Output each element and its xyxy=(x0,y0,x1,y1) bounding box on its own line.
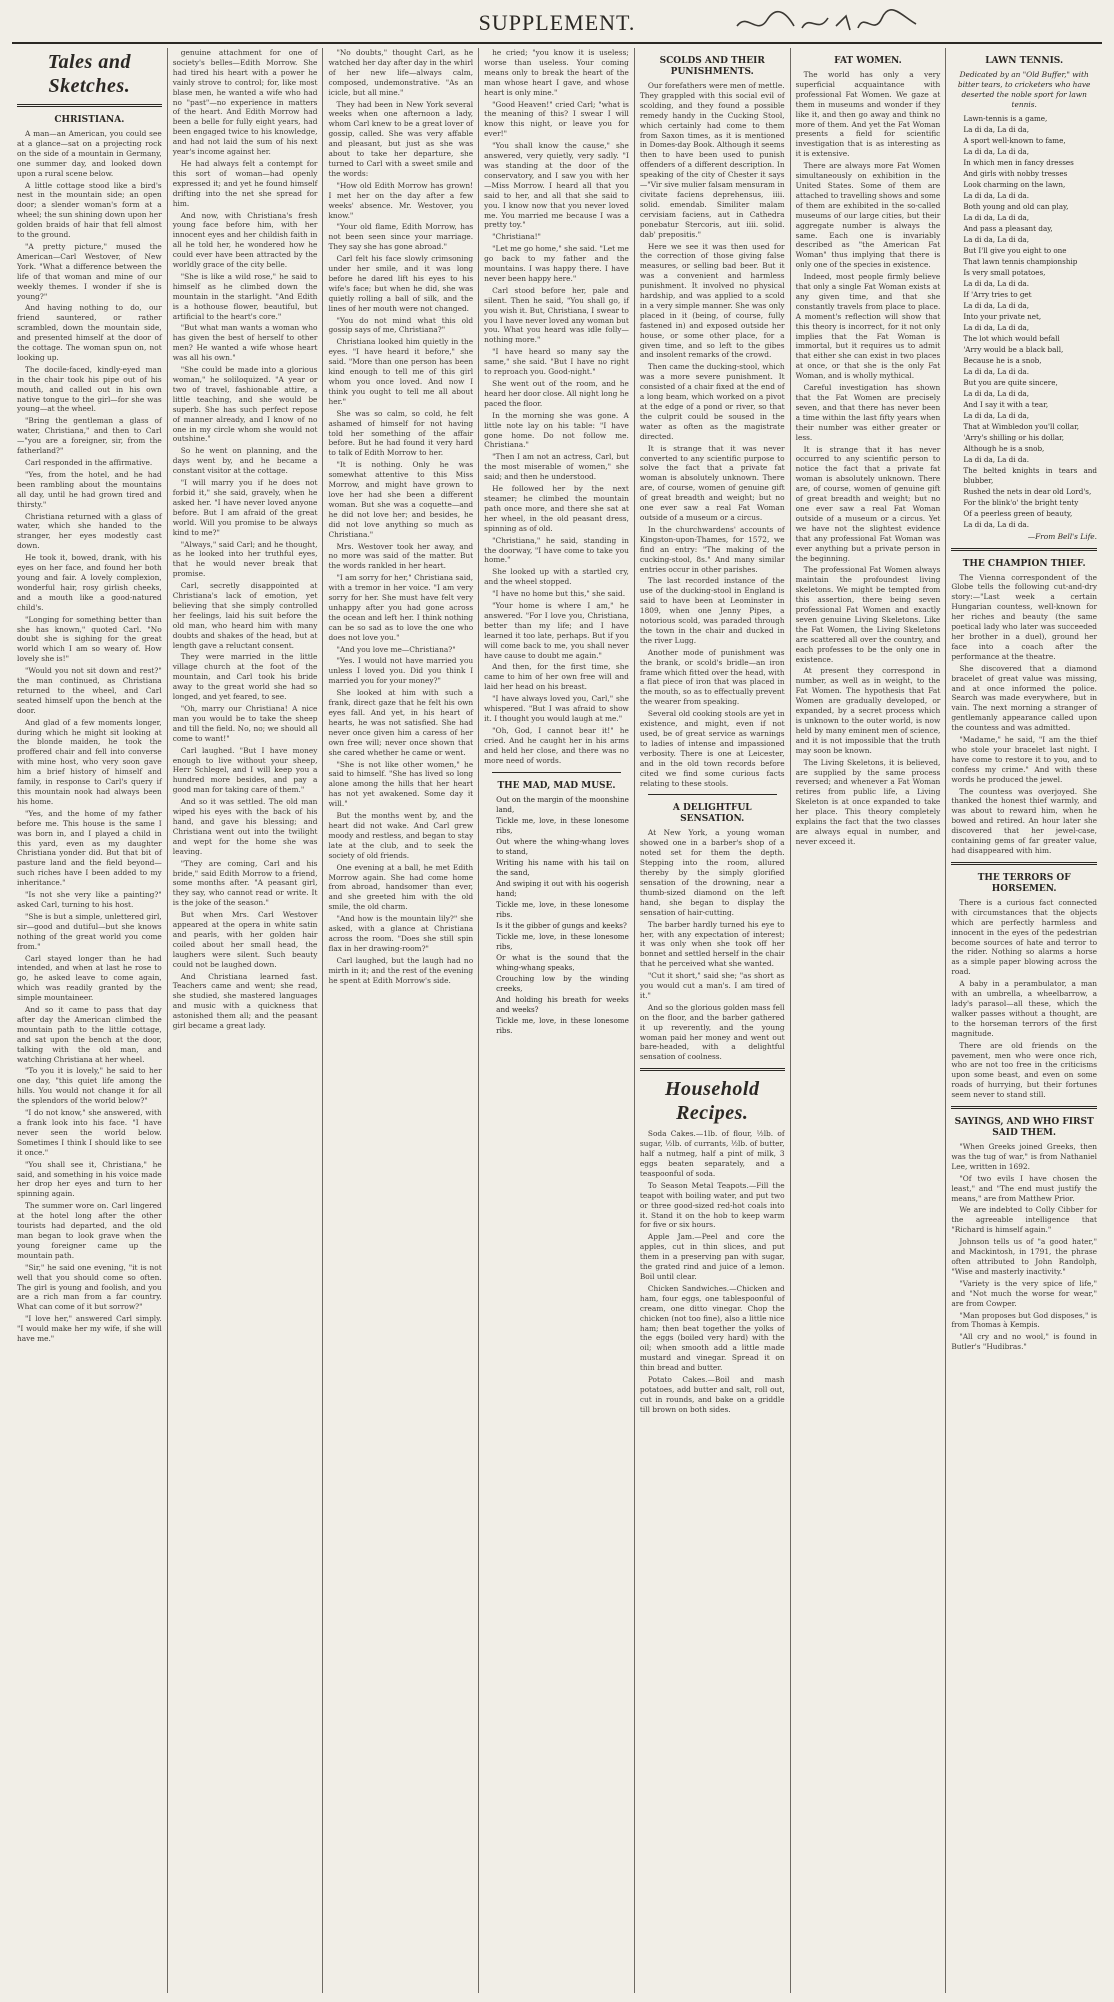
paragraph: "Of two evils I have chosen the least," and "The end must justify the means," are from Matthew Prior. xyxy=(951,1173,1098,1203)
paragraph: "Longing for something better than she has known," quoted Carl. "No doubt she is sighing for the great world which I am so weary of. How lovely she is!" xyxy=(17,614,162,664)
paragraph: She looked at him with such a frank, direct gaze that he felt his own eyes fall. And yet, in his heart of hearts, he was not satisfied. She had never once given him a caress of her own free will; never once shown that she cared whether he came or went. xyxy=(328,688,474,757)
paragraph: Carl stayed longer than he had intended, and when at last he rose to go, he asked leave to come again, which was readily granted by the simple mountaineer. xyxy=(17,953,162,1003)
section-heading-tales: Tales and Sketches. xyxy=(47,51,131,97)
recipes xyxy=(640,1129,785,1414)
paragraph: Then came the ducking-stool, which was a more severe punishment. It consisted of a chair fixed at the end of a long beam, which worked on a pivot at the edge of a pond or river, so that the culprit could be soused in the water as often as the magistrate directed. xyxy=(639,362,785,441)
poem-dedication: Dedicated by an "Old Buffer," with bitter tears, to cricketers who have deserted the noble sport for lawn tennis. xyxy=(957,70,1091,109)
paragraph: "Always," said Carl; and he thought, as he looked into her truthful eyes, that he would never break that promise. xyxy=(172,539,318,579)
divider xyxy=(951,862,1097,865)
article-title-sayings: SAYINGS, AND WHO FIRST SAID THEM. xyxy=(954,1117,1094,1139)
paragraph: genuine attachment for one of society's belles—Edith Morrow. She had tired his heart with a power he vainly strove to control; for, like most blase men, he wanted a wife who had no "past"—no experience in matters of the heart. And Edith Morrow had been a belle for fully eight years, had been engaged twice to his knowledge, and had not laid the sum of his next year's income against her. xyxy=(172,48,318,157)
handwritten-annotation xyxy=(732,8,922,38)
paragraph: "It is nothing. Only he was somewhat attentive to this Miss Morrow, and might have grown to love her had she been a different woman. But she was a coquette—and he did not love her; and besides, he did not love anything so much as Christiana." xyxy=(328,460,474,539)
recipe: Chicken Sandwiches.—Chicken and ham, four eggs, one tablespoonful of cream, one ditto vinegar. Chop the chicken (not too fine), also a little nice ham; then beat together the yolks of the eggs (boiled very hard) with the oil; when smooth add a little made mustard and vinegar. Spread it on thin bread and butter. xyxy=(639,1283,785,1373)
paragraph: "I love her," answered Carl simply. "I would make her my wife, if she will have me." xyxy=(17,1314,162,1344)
paragraph: So he went on planning, and the days went by, and he became a constant visitor at the cottage. xyxy=(172,446,318,476)
paragraph: She was so calm, so cold, he felt ashamed of himself for not having told her something of the affair before. But he had found it very hard to talk of Edith Morrow to her. xyxy=(328,408,474,458)
paragraph: "Man proposes but God disposes," is from Thomas à Kempis. xyxy=(951,1310,1098,1330)
paragraph: Christiana returned with a glass of water, which she handed to the stranger, her eyes modestly cast down. xyxy=(17,511,162,551)
article-body-sayings xyxy=(951,1142,1097,1352)
poem-line: La di da, La di da, xyxy=(963,300,1029,310)
recipe: Potato Cakes.—Boil and mash potatoes, add butter and salt, roll out, cut in rounds, and bake on a griddle till brown on both sides. xyxy=(639,1375,785,1414)
poem-line: Tickle me, love, in these lonesome ribs, xyxy=(496,931,629,951)
article-title-sensation: A DELIGHTFUL SENSATION. xyxy=(672,803,752,825)
paragraph: "I do not know," she answered, with a frank look into his face. "I have never seen the world below. Sometimes I think I should like to see it once." xyxy=(17,1108,162,1157)
paragraph: "Good Heaven!" cried Carl; "what is the meaning of this? I swear I will know this night, or leave you for ever!" xyxy=(484,99,629,139)
paragraph: And glad of a few moments longer, during which he might sit looking at the blonde maiden, he took the proffered chair and fell into converse with mine host, who very soon gave him a brief history of himself and family, in response to Carl's query if this mountain nook had always been his home. xyxy=(17,717,162,806)
paragraph: Our forefathers were men of mettle. They grappled with this social evil of scolding, and they found a possible remedy handy in the Cucking Stool, which certainly had come to them from Saxon times, as it is mentioned in Domes-day Book. Although it seems then to have been used to punish offenders of a different description. In speaking of the city of Chester it says—"Vir sive mulier falsam mensuram in civitate faciens deprehensus, iiii. solid. emendab. Similiter malam cervisiam faciens, aut in Cathedra ponebatur Stercoris, aut iiii. solid. dab' prepositis." xyxy=(639,81,785,239)
poem-line: La di da, La di da. xyxy=(963,366,1029,376)
paragraph: And so it came to pass that day after day the American climbed the mountain path to the little cottage, and sat upon the bench at the door, talking with the old man, and watching Christiana at her wheel. xyxy=(17,1005,162,1064)
poem-line: And swiping it out with his oogerish hand; xyxy=(496,878,629,898)
paragraph: "You shall know the cause," she answered, very quietly, very sadly. "I was standing at the door of the conservatory, and I saw you with her—Miss Morrow. I heard all that you said to her, and all that she said to you. I know now that you never loved me. You married me because I was a pretty toy." xyxy=(484,141,629,230)
paragraph: Careful investigation has shown that the Fat Women are precisely seven, and that there has never been a time within the last fifty years when their number was either greater or less. xyxy=(795,383,941,442)
article-body-fat-women xyxy=(796,70,941,847)
paragraph: A little cottage stood like a bird's nest in the mountain side; an open door; a slender woman's form at a wheel; the sun shining down upon her golden braids of hair that fell almost to the ground. xyxy=(17,180,162,240)
poem-line: Into your private net, xyxy=(963,311,1042,321)
paragraph: And then, for the first time, she came to him of her own free will and laid her head on his breast. xyxy=(484,662,629,692)
paragraph: "Then I am not an actress, Carl, but the most miserable of women," she said; and then he understood. xyxy=(484,452,629,482)
paragraph: "Madame," he said, "I am the thief who stole your bracelet last night. I have come to restore it to you, and to confess my crime." And with these words he produced the jewel. xyxy=(951,735,1098,784)
paragraph: Carl laughed. "But I have money enough to live without your sheep, Herr Schlegel, and I will keep you a hundred more besides, and pay a good man for taking care of them." xyxy=(172,745,318,795)
paragraph: "They are coming, Carl and his bride," said Edith Morrow to a friend, some months after. "A peasant girl, they say, who cannot read or write. It is the joke of the season." xyxy=(172,858,318,908)
paragraph: Christiana looked him quietly in the eyes. "I have heard it before," she said. "More than one person has been kind enough to tell me of this girl whom you once loved. And now I think you ought to tell me all about her." xyxy=(328,337,474,406)
paragraph: "When Greeks joined Greeks, then was the tug of war," is from Nathaniel Lee, written in 1692. xyxy=(951,1142,1098,1171)
paragraph: "But what man wants a woman who has given the best of herself to other men? He wanted a wife whose heart was all his own." xyxy=(172,323,318,363)
paragraph: "Your old flame, Edith Morrow, has not been seen since your marriage. They say she has gone abroad." xyxy=(328,222,474,252)
poem-line: Look charming on the lawn, xyxy=(963,179,1066,189)
poem-line: La di da, La di da, xyxy=(963,388,1029,398)
paragraph: It is strange that it has never occurred to any scientific person to notice the fact that a private fat woman is absolutely unknown. There are, of course, women of genuine gift of great breadth and weight; but no one ever saw a real Fat Woman outside of a museum or a circus. Yet we have not the slightest evidence that any professional Fat Woman was ever anything but a private person in the beginning. xyxy=(795,444,941,563)
story-continued xyxy=(173,48,318,1031)
paragraph: "And how is the mountain lily?" she asked, with a glance at Christiana across the room. "Does she still spin flax in her drawing-room?" xyxy=(328,914,474,953)
paragraph: Carl stood before her, pale and silent. Then he said, "You shall go, if you wish it. But, Christiana, I swear to you I have never loved any woman but you. What you heard was idle folly—nothing more." xyxy=(484,285,629,345)
paragraph: "She is but a simple, unlettered girl, sir—good and dutiful—but she knows nothing of the great world you come from." xyxy=(17,911,162,951)
paragraph: But when Mrs. Carl Westover appeared at the opera in white satin and pearls, with her golden hair coiled about her small head, the laughers were silent. Such beauty could not be laughed down. xyxy=(172,910,318,969)
columns xyxy=(12,48,1102,1993)
paragraph: Carl responded in the affirmative. xyxy=(25,458,153,467)
paragraph: And having nothing to do, our friend sauntered, or rather scrambled, down the mountain side, and presented himself at the door of the cottage. The woman spun on, not looking up. xyxy=(17,303,162,362)
paragraph: "I have no home but this," she said. xyxy=(492,589,626,599)
story-body xyxy=(17,129,162,1344)
paragraph: Mrs. Westover took her away, and no more was said of the matter. But the words rankled in her heart. xyxy=(328,541,474,571)
paragraph: The docile-faced, kindly-eyed man in the chair took his pipe out of his mouth, and called out in his own native tongue to the girl—for she was young—at the wheel. xyxy=(17,364,162,414)
article-title-scolds: SCOLDS AND THEIR PUNISHMENTS. xyxy=(659,56,765,77)
poem-line: Both young and old can play, xyxy=(963,201,1069,211)
column-7 xyxy=(946,48,1102,1993)
paragraph: Another mode of punishment was the brank, or scold's bridle—an iron frame which fitted over the head, with a flat piece of iron that was placed in the mouth, so as to effectually prevent the wearer from speaking. xyxy=(639,647,785,707)
paragraph: "Oh, God, I cannot bear it!" he cried. And he caught her in his arms and held her close, and there was no more need of words. xyxy=(484,725,629,765)
divider xyxy=(640,1068,785,1071)
masthead xyxy=(12,8,1102,44)
paragraph: Carl felt his face slowly crimsoning under her smile, and it was long before he dared lift his eyes to his wife's face; but when he did, she was quietly rolling a ball of silk, and the lines of her mouth were not changed. xyxy=(328,254,474,313)
paragraph: "No doubts," thought Carl, as he watched her day after day in the whirl of her new life—always calm, composed, undemonstrative. "As an icicle, but all mine." xyxy=(328,48,474,97)
paragraph: In the morning she was gone. A little note lay on his table: "I have gone home. Do not follow me. Christiana." xyxy=(484,410,629,450)
poem-line: Tickle me, love, in these lonesome ribs, xyxy=(496,815,629,835)
paragraph: he cried; "you know it is useless; worse than useless. Your coming means only to break the heart of the man whose heart I gave, and whose heart is only mine." xyxy=(484,48,629,97)
poem-line: If 'Arry tries to get xyxy=(963,289,1032,299)
paragraph: And Christiana learned fast. Teachers came and went; she read, she studied, she mastered languages and music with a quickness that astonished them all; and the peasant girl became a great lady. xyxy=(172,971,318,1031)
paragraph: "I have always loved you, Carl," she whispered. "But I was afraid to show it. I thought you would laugh at me." xyxy=(484,694,629,723)
section-heading-household: Household Recipes. xyxy=(664,1078,760,1125)
paragraph: "You do not mind what this old gossip says of me, Christiana?" xyxy=(328,315,474,335)
poem-line: And I say it with a tear, xyxy=(963,399,1049,409)
paragraph: "And you love me—Christiana?" xyxy=(336,644,456,654)
paragraph: The last recorded instance of the use of the ducking-stool in England is said to have been at Leominster in 1809, when one Jenny Pipes, a notorious scold, was paraded through the town in the chair and ducked in the river Lugg. xyxy=(639,576,785,645)
poem-line: And girls with nobby tresses xyxy=(963,168,1068,178)
paragraph: Johnson tells us of "a good hater," and Mackintosh, in 1791, the phrase often attributed to John Randolph, "Wise and masterly inactivity." xyxy=(951,1237,1098,1276)
poem-line: A sport well-known to fame, xyxy=(963,135,1066,145)
paragraph: "Yes. I would not have married you unless I loved you. Did you think I married you for your money?" xyxy=(328,656,474,686)
poem-lawn-tennis xyxy=(963,114,1097,530)
paragraph: There is a curious fact connected with circumstances that the objects which are perfectly harmless and innocent in the eyes of the pedestrian become sources of hate and terror to the rider. Nothing so alarms a horse as a simple paper blowing across the road. xyxy=(951,897,1098,977)
poem-line: Tickle me, love, in these lonesome ribs. xyxy=(496,899,629,919)
paragraph: "Your home is where I am," he answered. "For I love you, Christiana, better than my life; and I have learned it too late, perhaps. But if you will come back to me, you shall never have cause to doubt me again." xyxy=(484,601,629,660)
poem-line: La di da, La di da, xyxy=(963,410,1029,420)
paragraph: "I am sorry for her," Christiana said, with a tremor in her voice. "I am very sorry for her. She must have felt very unhappy after you had gone across the ocean and left her. I think nothing can be so sad as to love the one who does not love you." xyxy=(328,573,474,642)
paragraph: The countess was overjoyed. She thanked the honest thief warmly, and was about to reward him, when he bowed and retired. An hour later she discovered that her jewel-case, containing gems of far greater value, had disappeared with him. xyxy=(951,786,1098,855)
paragraph: "Cut it short," said she; "as short as you would cut a man's. I am tired of it." xyxy=(639,971,785,1000)
poem-source: —From Bell's Life. xyxy=(1027,531,1098,541)
recipe: Soda Cakes.—1lb. of flour, ½lb. of sugar, ½lb. of currants, ½lb. of butter, half a nutmeg, half a pint of milk, 3 eggs beaten separately, and a teaspoonful of soda. xyxy=(639,1129,785,1178)
paragraph: "She is not like other women," he said to himself. "She has lived so long alone among the hills that her heart has not yet awakened. Some day it will." xyxy=(328,759,474,809)
poem-line: 'Arry's shilling or his dollar, xyxy=(963,432,1065,442)
poem-line: Of a peerless green of beauty, xyxy=(963,508,1073,518)
article-body-terrors xyxy=(951,898,1097,1100)
poem-line: La di da, La di da, xyxy=(963,124,1029,134)
paragraph: Carl laughed, but the laugh had no mirth in it; and the rest of the evening he spent at Edith Morrow's side. xyxy=(328,955,474,985)
poem-line: And pass a pleasant day, xyxy=(963,223,1053,233)
paragraph: In the churchwardens' accounts of Kingston-upon-Thames, for 1572, we find an entry: "The making of the cucking-stool, 8s." And many similar entries occur in other parishes. xyxy=(639,524,785,574)
paragraph: "Yes, and the home of my father before me. This house is the same I was born in, and I played a child in this yard, even as my daughter Christiana yonder did. But that bit of pasture land and the field beyond—such riches have I been added to my inheritance." xyxy=(17,808,162,888)
article-title-terrors: THE TERRORS OF HORSEMEN. xyxy=(977,872,1071,894)
paragraph: "I will marry you if he does not forbid it," she said, gravely, when he asked her. "I have never loved anyone before. But I am afraid of the great world. Will you promise to be always kind to me?" xyxy=(172,478,318,537)
paragraph: They were married in the little village church at the foot of the mountain, and Carl took his bride away to the great world she had so longed, and yet feared, to see. xyxy=(172,652,318,702)
poem-line: Writing his name with his tail on the sand, xyxy=(496,857,629,877)
paragraph: "How old Edith Morrow has grown! I met her on the day after a few weeks' absence. Mr. Westover, you know." xyxy=(328,180,474,220)
story-conclusion xyxy=(484,48,629,766)
paragraph: She looked up with a startled cry, and the wheel stopped. xyxy=(484,567,629,587)
paragraph: Here we see it was then used for the correction of those giving false measures, or selling bad beer. But it was a convenient and harmless punishment. It involved no physical hardship, and was applied to a scold in a very simple manner. She was only placed in it (being, of course, fully fastened in) and exposed outside her house, or some other place, for a given time, and so left to the gibes and insolent remarks of the crowd. xyxy=(639,241,785,360)
paragraph: And so it was settled. The old man wiped his eyes with the back of his hand, and gave his blessing; and Christiana went out into the twilight and wept for the home she was leaving. xyxy=(172,797,318,856)
paragraph: "She could be made into a glorious woman," he soliloquized. "A year or two of travel, fashionable attire, a little teaching, and she would be superb. She has such perfect repose of manner already, and I know of no one in my circle whom she would not outshine." xyxy=(172,365,318,444)
paragraph: "Oh, marry our Christiana! A nice man you would be to take the sheep and till the field. No, no; we should all come to want!" xyxy=(172,704,318,743)
poem-line: Is very small potatoes, xyxy=(963,267,1046,277)
poem-line: La di da, La di da. xyxy=(963,190,1029,200)
poem-line: Rushed the nets in dear old Lord's, xyxy=(963,486,1092,496)
paragraph: She discovered that a diamond bracelet of great value was missing, and at once informed the police. Search was made everywhere, but in vain. The next morning a stranger of gentlemanly appearance called upon the countess and was admitted. xyxy=(951,663,1098,733)
paragraph: They had been in New York several weeks when one afternoon a lady, whom Carl knew to be a great lover of gossip, called. She was very affable and pleasant, but just as she was about to take her departure, she turned to Carl with a sweet smile and the words: xyxy=(328,99,474,178)
poem-line: And holding his breath for weeks and weeks? xyxy=(496,994,629,1014)
article-body-champion-thief xyxy=(951,573,1097,856)
poem-line: Tickle me, love, in these lonesome ribs. xyxy=(496,1015,629,1035)
column-5 xyxy=(635,48,791,1993)
paragraph: But the months went by, and the heart did not wake. And Carl grew moody and restless, and began to stay late at the club, and to seek the society of old friends. xyxy=(328,811,474,860)
column-3 xyxy=(323,48,479,1993)
paragraph: "Would you not sit down and rest?" the man continued, as Christiana returned to the wheel, and Carl seated himself upon the bench at the door. xyxy=(17,666,162,715)
poem-line: Because he is a snob, xyxy=(963,355,1042,365)
article-body-scolds xyxy=(640,81,785,788)
recipe: Apple Jam.—Peel and core the apples, cut in thin slices, and put them in a preserving pan with sugar, the grated rind and juice of a lemon. Boil until clear. xyxy=(639,1232,785,1281)
poem-line: For the blink'o' the bright tenty xyxy=(963,497,1079,507)
paragraph: The Vienna correspondent of the Globe tells the following cut-and-dry story:—"Last week a certain Hungarian countess, well-known for her riches and beauty (the same poetical lady who later was succeeded her brother in a duel), ground her face into a coach after the performance at the theatre. xyxy=(951,572,1098,661)
poem-line: Lawn-tennis is a game, xyxy=(963,113,1048,123)
paragraph: At present they correspond in number, as well as in weight, to the Fat Women. The hypothesis that Fat Women are gradually developed, or expanded, by a secret process which is unknown to the outer world, is now held by many eminent men of science, and it is not impossible that the truth may soon be known. xyxy=(795,666,941,755)
paragraph: The world has only a very superficial acquaintance with professional Fat Women. We gaze at them in museums and wonder if they like it, and then go away and think no more of them. And yet the Fat Woman presents a field for scientific investigation that is as interesting as it is extensive. xyxy=(795,70,941,159)
paragraph: A baby in a perambulator, a man with an umbrella, a wheelbarrow, a lady's parasol—all these, which the walker passes without a thought, are to the horseman terrors of the first magnitude. xyxy=(951,979,1098,1038)
paragraph: "A pretty picture," mused the American—Carl Westover, of New York. "What a difference between the life of that woman and mine of our weekly themes. I wonder if she is young?" xyxy=(17,241,162,301)
paragraph: Several old cooking stools are yet in existence, and might, even if not used, be of great service as warnings to ladies of intense and impassioned verbosity. There is one at Leicester, and in the old town records before cited we find some curious facts relating to these stools. xyxy=(639,709,785,788)
poem-line: La di da, La di da, xyxy=(963,322,1029,332)
paragraph: The professional Fat Women always maintain the profoundest living skeletons. We might be tempted from this assertion, there being seven professional Fat Women and exactly seven genuine Living Skeletons. Like the Fat Women, the Living Skeletons are scattered all over the country, and each professes to be the only one in existence. xyxy=(795,565,941,664)
paragraph: "Let me go home," she said. "Let me go back to my father and the mountains. I was happy there. I have never been happy here." xyxy=(484,244,629,283)
recipe: To Season Metal Teapots.—Fill the teapot with boiling water, and put two or three good-sized red-hot coals into it. Stand it on the hob to keep warm for five or six hours. xyxy=(639,1180,785,1230)
poem-line: La di da, La di da. xyxy=(963,519,1029,529)
paragraph: "Is not she very like a painting?" asked Carl, turning to his host. xyxy=(17,890,162,909)
poem-line: Or what is the sound that the whing-whang speaks, xyxy=(496,952,629,972)
divider xyxy=(951,548,1097,551)
paragraph: One evening at a ball, he met Edith Morrow again. She had come home from abroad, handsomer than ever, and she greeted him with the old smile, the old charm. xyxy=(328,862,474,912)
story-continued xyxy=(328,48,473,985)
poem-line: The belted knights in tears and blubber, xyxy=(963,465,1098,485)
paragraph: The summer wore on. Carl lingered at the hotel long after the other tourists had departed, and the old man began to look grave when the young foreigner came up the mountain path. xyxy=(17,1201,162,1260)
divider xyxy=(17,104,162,107)
masthead-title: SUPPLEMENT. xyxy=(478,10,636,35)
paragraph: It is strange that it was never converted to any scientific purpose to solve the fact that a private fat woman is absolutely unknown. There are, of course, women of genuine gift of great breadth and weight; but no one ever saw a real Fat Woman outside of a museum or a circus. xyxy=(639,443,785,522)
paragraph: "Variety is the very spice of life," and "Not much the worse for wear," are from Cowper. xyxy=(951,1278,1098,1308)
poem-line: That at Wimbledon you'll collar, xyxy=(963,421,1080,431)
paragraph: "I have heard so many say the same," she said. "But I have no right to reproach you. Good-night." xyxy=(484,347,629,377)
column-2 xyxy=(168,48,324,1993)
paragraph: The barber hardly turned his eye to her, with any expectation of interest; it was only when she took off her bonnet and settled herself in the chair that he perceived what she wanted. xyxy=(639,919,785,969)
paragraph: "Bring the gentleman a glass of water, Christiana," and then to Carl—"you are a foreigner, sir, from the fatherland?" xyxy=(17,416,162,456)
article-body-sensation xyxy=(640,828,785,1062)
poem-line: 'Arry would be a black ball, xyxy=(963,344,1064,354)
paragraph: He followed her by the next steamer; he climbed the mountain path once more, and there she sat at her wheel, in the old peasant dress, spinning as of old. xyxy=(484,484,629,533)
poem-line: That lawn tennis championship xyxy=(963,256,1078,266)
divider xyxy=(492,772,621,773)
poem-line: La di da, La di da, xyxy=(963,212,1029,222)
paragraph: "You shall see it, Christiana," he said, and something in his voice made her drop her eyes and turn to her spinning again. xyxy=(17,1159,162,1199)
poem-title-lawn-tennis: LAWN TENNIS. xyxy=(985,56,1064,66)
poem-line: Out on the margin of the moonshine land, xyxy=(496,794,629,814)
poem-line: La di da, La di da. xyxy=(963,454,1029,464)
paragraph: She went out of the room, and he heard her door close. All night long he paced the floor. xyxy=(484,379,629,408)
paragraph: "She is like a wild rose," he said to himself as he climbed down the mountain in the starlight. "And Edith is a hothouse flower, beautiful, but artificial to the heart's core." xyxy=(172,271,318,321)
poem-line: But you are quite sincere, xyxy=(963,377,1058,387)
paragraph: He had always felt a contempt for this sort of woman—had openly expressed it; and yet he found himself drifting into the net she spread for him. xyxy=(172,158,318,208)
paragraph: There are always more Fat Women simultaneously on exhibition in the United States. Some of them are attached to travelling shows and some of them are exhibited in the so-called museums of our large cities, but their aggregate number is always the same. Each one is invariably described as "the American Fat Woman" thus implying that there is only one of the species in existence. xyxy=(795,161,941,270)
paragraph: There are old friends on the pavement, men who were once rich, who are not too free in the criticisms upon some beast, and even on some roads of hurrying, but their fortunes seem never to stand still. xyxy=(951,1040,1098,1100)
article-title-champion-thief: THE CHAMPION THIEF. xyxy=(962,558,1086,569)
paragraph: "To you it is lovely," he said to her one day, "this quiet life among the hills. You would not change it for all the splendors of the world below?" xyxy=(17,1066,162,1106)
poem-line: In which men in fancy dresses xyxy=(963,157,1074,167)
paragraph: At New York, a young woman showed one in a barber's shop of a noted set for them the depth. Stepping into the room, allured thereby by the simply glorified sensation of the drowning, near a thumb-sized diamond on the left hand, she began to display the sensation of hair-cutting. xyxy=(639,828,785,917)
poem-line: Is it the gibber of gungs and keeks? xyxy=(496,920,627,930)
paragraph: Indeed, most people firmly believe that only a single Fat Woman exists at any given time, and that she constantly travels from place to place. A moment's reflection will show that this theory is incorrect, for it not only implies that the Fat Woman is immortal, but it requires us to admit that either she can exist in two places at once, or that she is the only Fat Woman, and is wholly mythical. xyxy=(795,272,941,381)
paragraph: And so the glorious golden mass fell on the floor, and the barber gathered it up reverently, and the young woman paid her money and went out bare-headed, with a delightful sensation of coolness. xyxy=(639,1002,785,1062)
column-6 xyxy=(791,48,947,1993)
column-4 xyxy=(479,48,635,1993)
poem-line: The lot which would befall xyxy=(963,333,1060,343)
paragraph: The Living Skeletons, it is believed, are supplied by the same process reversed; and whenever a Fat Woman retires from public life, a Living Skeleton is at once expanded to take her place. This theory completely explains the fact that the two classes are always equal in number, and never exceed it. xyxy=(795,757,941,846)
story-title: CHRISTIANA. xyxy=(54,115,125,125)
paragraph: He took it, bowed, drank, with his eyes on her face, and found her both young and fair. A lovely complexion, wonderful hair, rosy girlish cheeks, and a mouth like a good-natured child's. xyxy=(17,553,162,612)
article-title-fat-women: FAT WOMEN. xyxy=(834,56,902,66)
paragraph: A man—an American, you could see at a glance—sat on a projecting rock on the side of a mountain in Germany, one summer day, and looked down upon a rural scene below. xyxy=(17,129,162,178)
divider xyxy=(951,1106,1097,1109)
column-1 xyxy=(12,48,168,1993)
newspaper-page xyxy=(12,8,1102,1996)
paragraph: "All cry and no wool," is found in Butler's "Hudibras." xyxy=(951,1332,1098,1352)
paragraph: And now, with Christiana's fresh young face before him, with her innocent eyes and her childish faith in all he told her, he wondered how he could ever have been attracted by the worldly grace of the city belle. xyxy=(172,210,318,270)
paragraph: "Christiana!" xyxy=(492,232,541,242)
poem-line: La di da, La di da, xyxy=(963,146,1029,156)
paragraph: We are indebted to Colly Cibber for the agreeable intelligence that "Richard is himself again." xyxy=(951,1205,1098,1235)
divider xyxy=(648,794,777,795)
paragraph: "Yes, from the hotel, and he had been rambling about the mountains all day, until he had grown tired and thirsty." xyxy=(17,469,162,509)
poem-line: La di da, La di da. xyxy=(963,278,1029,288)
poem-title: THE MAD, MAD MUSE. xyxy=(497,780,616,791)
poem-line: La di da, La di da, xyxy=(963,234,1029,244)
poem-line: Out where the whing-whang loves to stand, xyxy=(496,836,629,856)
paragraph: "Christiana," he said, standing in the doorway, "I have come to take you home." xyxy=(484,535,629,565)
paragraph: Carl, secretly disappointed at Christiana's lack of emotion, yet believing that she simply controlled her feelings, laid his suit before the old man, who heard him with many doubts and shakes of the head, but at length gave a reluctant consent. xyxy=(172,581,318,650)
poem-line: But I'll give you eight to one xyxy=(963,245,1067,255)
paragraph: "Sir," he said one evening, "it is not well that you should come so often. The girl is young and foolish, and you are a rich man from a far country. What can come of it but sorrow?" xyxy=(17,1262,162,1312)
poem xyxy=(496,795,629,1036)
poem-line: Although he is a snob, xyxy=(963,443,1045,453)
poem-line: Crouching low by the winding creeks, xyxy=(496,973,629,993)
